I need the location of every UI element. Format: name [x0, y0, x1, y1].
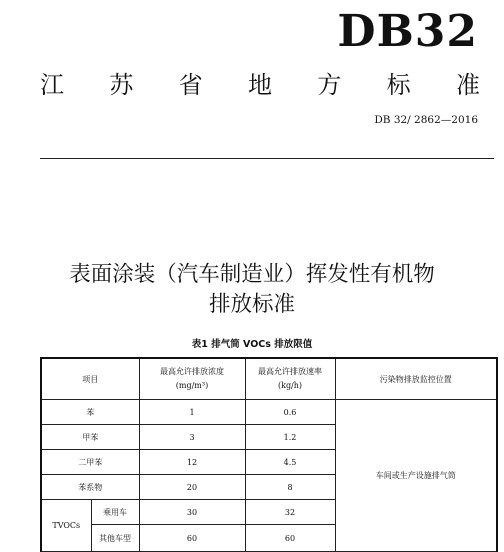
standard-code: DB32 — [337, 6, 478, 57]
row-rate: 4.5 — [245, 450, 335, 475]
document-title — [0, 260, 504, 320]
row-item: 苯 — [41, 400, 139, 425]
row-concentration: 30 — [139, 500, 245, 525]
row-concentration: 20 — [139, 475, 245, 500]
table-caption: 表1 排气筒 VOCs 排放限值 — [191, 339, 313, 350]
title-char: 省 — [178, 70, 203, 99]
row-concentration: 3 — [139, 425, 245, 450]
document-title-line2: 排放标准 — [208, 292, 295, 317]
title-char: 准 — [455, 70, 480, 99]
title-char: 江 — [40, 70, 64, 99]
header-rate — [245, 358, 335, 400]
row-rate: 1.2 — [245, 425, 335, 450]
title-char: 标 — [386, 70, 411, 99]
header-rate-unit: (kg/h) — [277, 381, 303, 390]
header-item: 项目 — [41, 358, 139, 400]
tvocs-label: TVOCs — [41, 500, 91, 552]
row-rate: 0.6 — [245, 400, 335, 425]
title-char: 地 — [247, 70, 272, 99]
title-char: 方 — [317, 70, 342, 99]
header-divider — [40, 158, 494, 159]
table-header-row — [41, 358, 497, 400]
row-concentration: 1 — [139, 400, 245, 425]
document-title-line1: 表面涂装（汽车制造业）挥发性有机物 — [69, 262, 435, 287]
standard-category-title — [40, 66, 480, 98]
title-char: 苏 — [109, 70, 134, 99]
row-rate: 32 — [245, 500, 335, 525]
header-monitoring: 污染物排放监控位置 — [335, 358, 497, 400]
row-item: 甲苯 — [41, 425, 139, 450]
row-concentration: 60 — [139, 525, 245, 552]
row-item: 其他车型 — [91, 525, 139, 552]
row-concentration: 12 — [139, 450, 245, 475]
header-concentration-unit: (mg/m³) — [175, 381, 209, 390]
row-item: 二甲苯 — [41, 450, 139, 475]
header-concentration-label: 最高允许排放浓度 — [160, 367, 224, 376]
header-concentration — [139, 358, 245, 400]
row-rate: 60 — [245, 525, 335, 552]
monitoring-location: 车间或生产设施排气筒 — [335, 400, 497, 552]
row-rate: 8 — [245, 475, 335, 500]
row-item: 苯系物 — [41, 475, 139, 500]
header-rate-label: 最高允许排放速率 — [258, 367, 322, 376]
standard-number: DB 32/ 2862—2016 — [374, 114, 478, 126]
row-item: 乘用车 — [91, 500, 139, 525]
emission-limits-table — [40, 357, 498, 552]
table-row — [41, 400, 497, 425]
